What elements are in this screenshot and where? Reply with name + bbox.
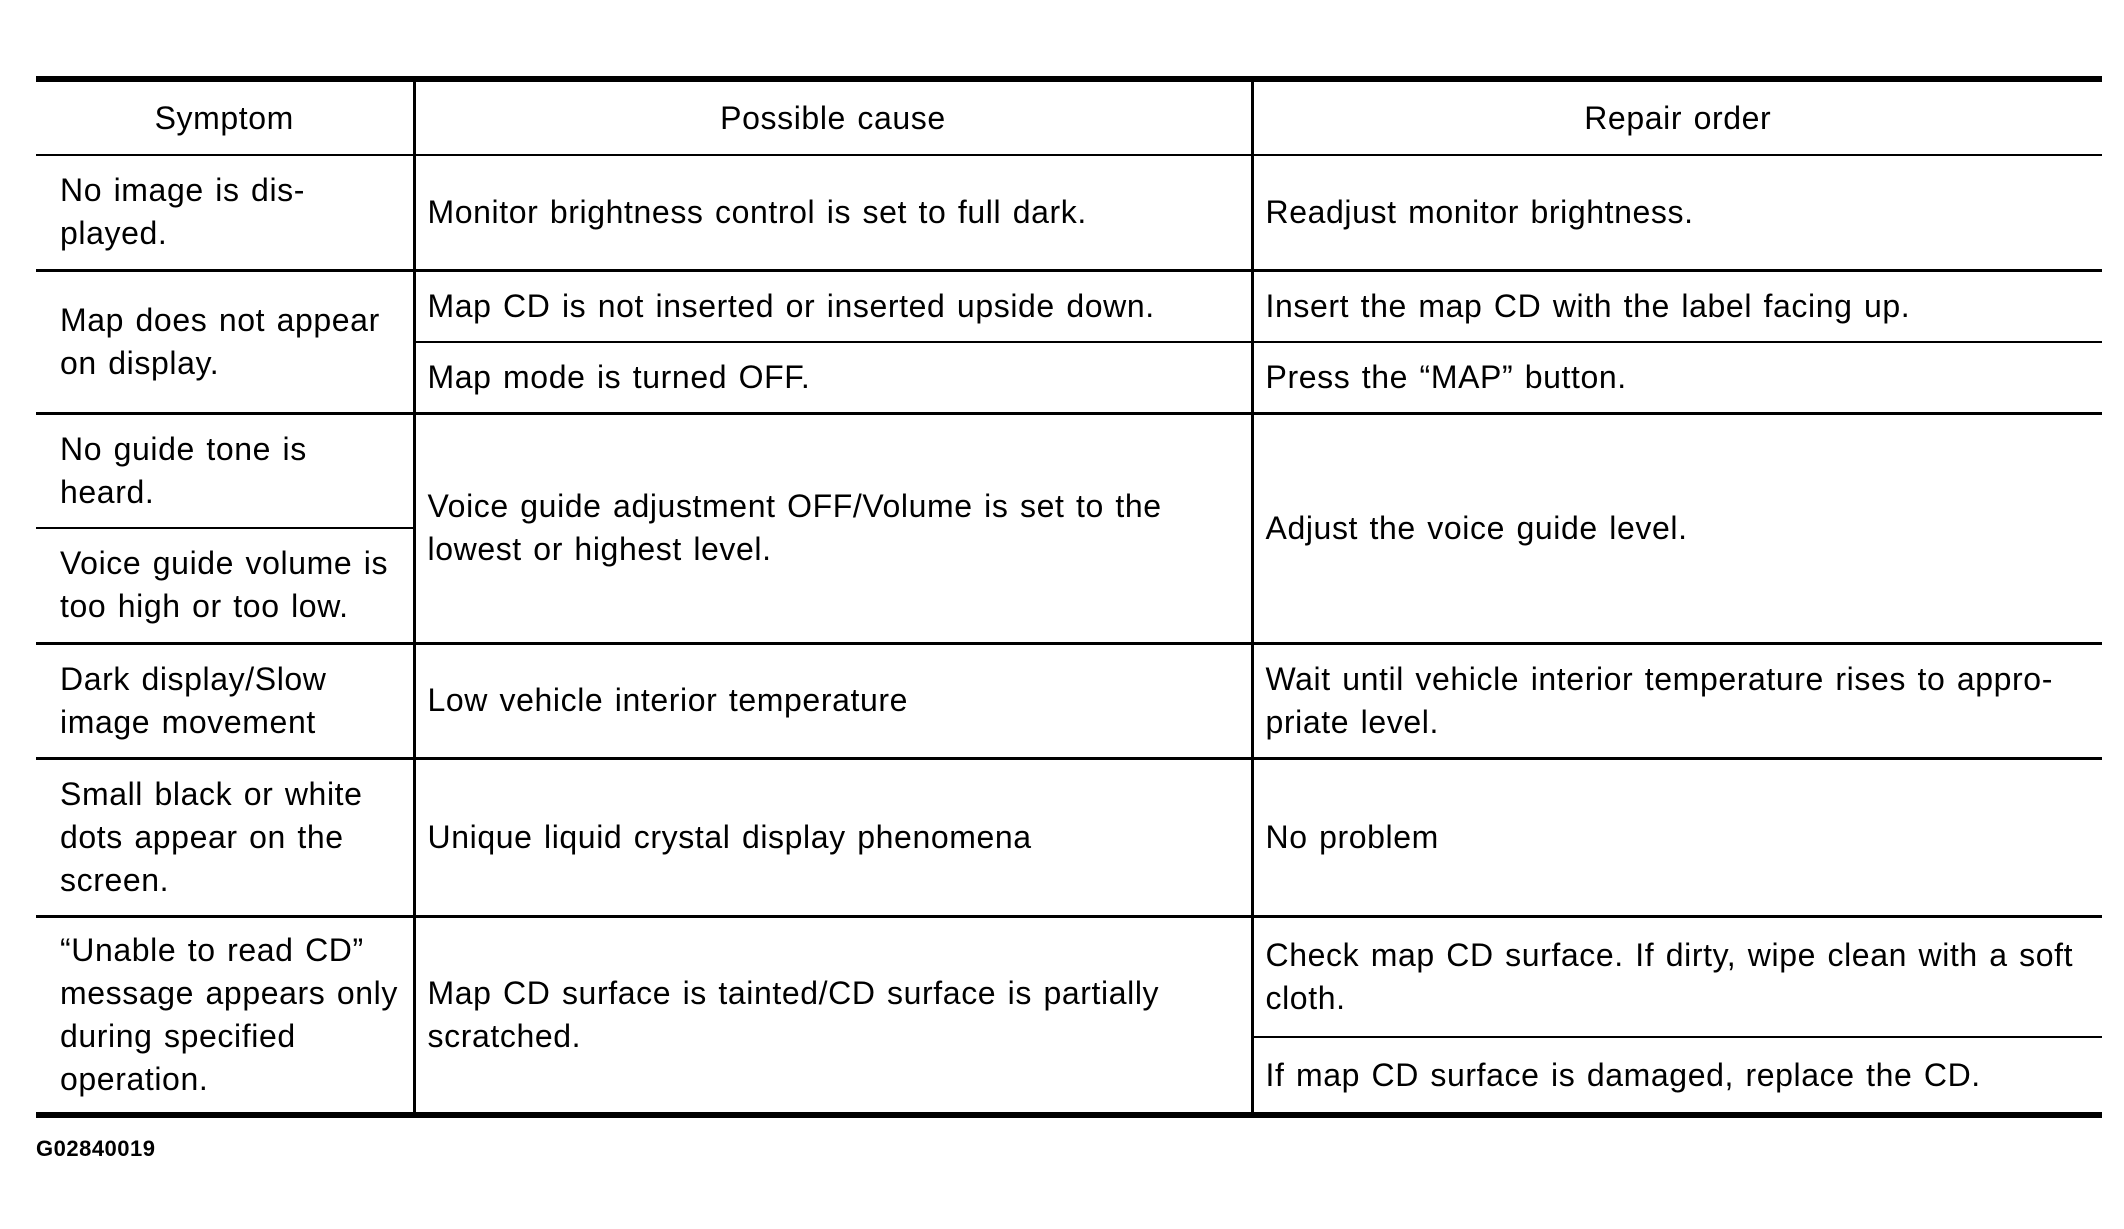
cause-cell: Map CD surface is tainted/CD surface is partially scratched.	[414, 916, 1252, 1115]
cause-cell: Monitor brightness control is set to full dark.	[414, 155, 1252, 270]
symptom-cell: Map does not appear on display.	[36, 270, 414, 413]
symptom-cell: Small black or white dots appear on the screen.	[36, 758, 414, 916]
table-row	[36, 413, 2102, 528]
header-repair-order: Repair order	[1252, 79, 2102, 155]
cause-cell: Map mode is turned OFF.	[414, 342, 1252, 413]
symptom-cell: Voice guide volume is too high or too low.	[36, 528, 414, 643]
repair-cell: Readjust monitor brightness.	[1252, 155, 2102, 270]
header-possible-cause: Possible cause	[414, 79, 1252, 155]
table-row	[36, 758, 2102, 916]
cause-cell: Map CD is not inserted or inserted upside down.	[414, 270, 1252, 342]
repair-cell: No problem	[1252, 758, 2102, 916]
repair-cell: Check map CD surface. If dirty, wipe clean with a soft cloth.	[1252, 916, 2102, 1037]
symptom-cell: No guide tone is heard.	[36, 413, 414, 528]
table-row	[36, 916, 2102, 1037]
troubleshooting-table	[36, 76, 2102, 1118]
cause-cell: Unique liquid crystal display phenomena	[414, 758, 1252, 916]
table-row	[36, 155, 2102, 270]
repair-cell: Wait until vehicle interior temperature rises to appro- priate level.	[1252, 643, 2102, 758]
symptom-cell: No image is dis- played.	[36, 155, 414, 270]
cause-cell: Low vehicle interior temperature	[414, 643, 1252, 758]
repair-cell: Press the “MAP” button.	[1252, 342, 2102, 413]
header-row	[36, 79, 2102, 155]
symptom-cell: Dark display/Slow image movement	[36, 643, 414, 758]
header-symptom: Symptom	[36, 79, 414, 155]
table-row	[36, 643, 2102, 758]
repair-cell: If map CD surface is damaged, replace the CD.	[1252, 1037, 2102, 1115]
repair-cell: Insert the map CD with the label facing up.	[1252, 270, 2102, 342]
symptom-cell: “Unable to read CD” message appears only during specified operation.	[36, 916, 414, 1115]
table-row	[36, 270, 2102, 342]
figure-code: G02840019	[36, 1136, 156, 1161]
repair-cell: Adjust the voice guide level.	[1252, 413, 2102, 643]
cause-cell: Voice guide adjustment OFF/Volume is set to the lowest or highest level.	[414, 413, 1252, 643]
